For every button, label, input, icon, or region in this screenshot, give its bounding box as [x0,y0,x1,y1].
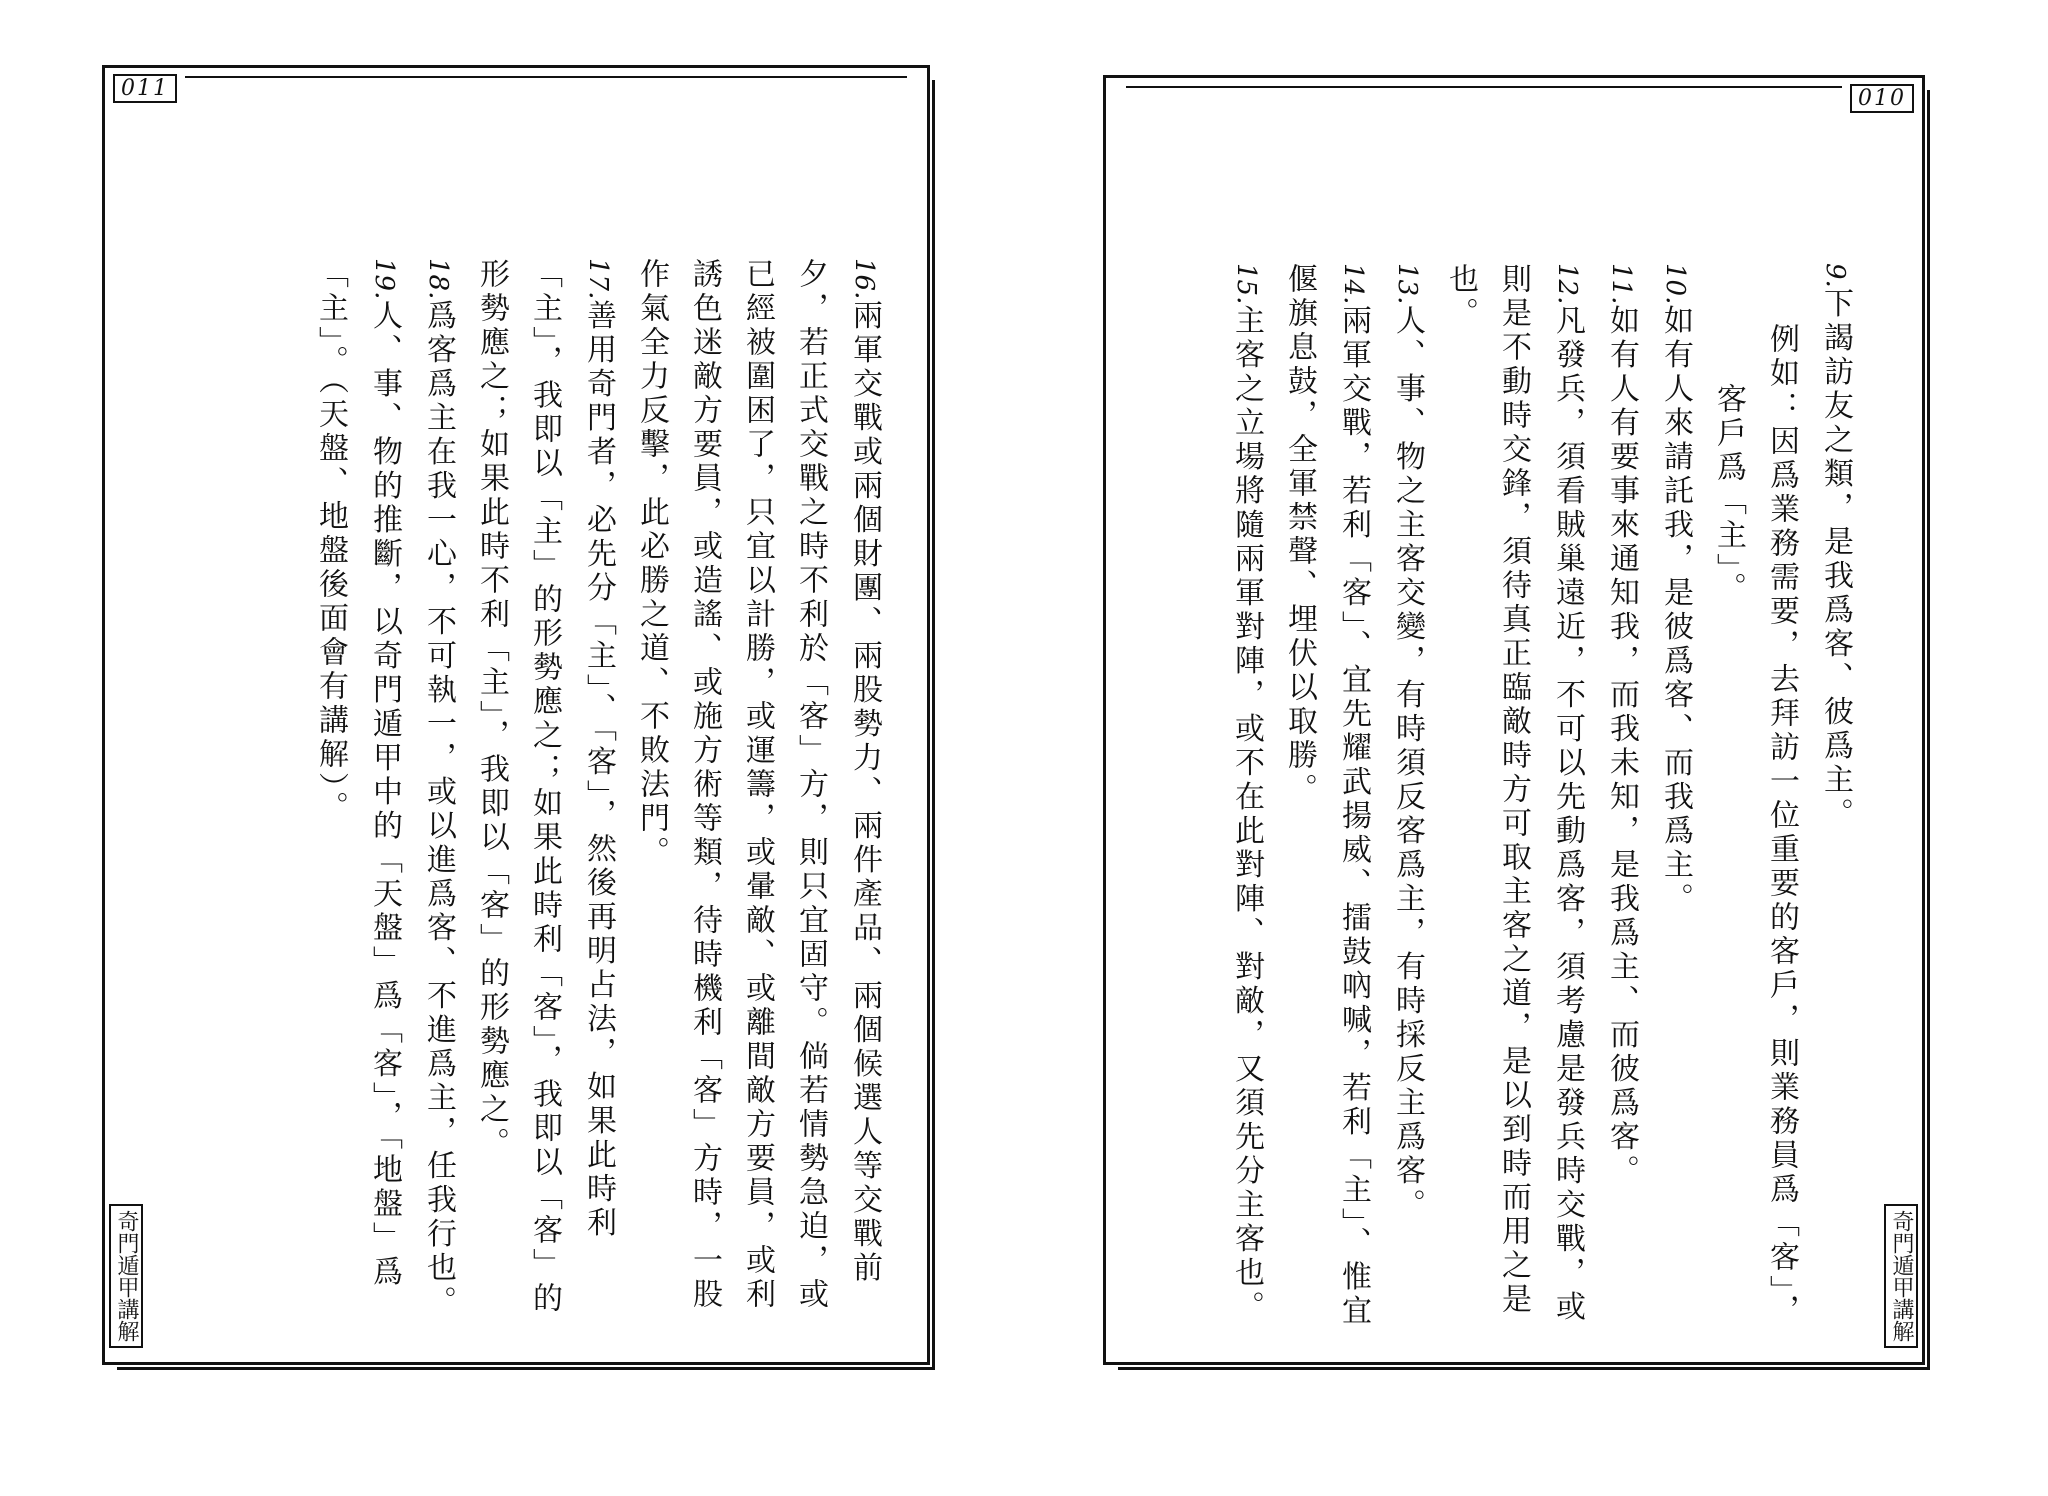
item-13 [1380,263,1434,1343]
item-text: 兩軍交戰，若利「客」、宜先耀武揚威、擂鼓吶喊，若利「主」、惟宜偃旗息鼓，全軍禁聲、埋伏以取勝。 [1282,263,1371,1329]
item-text: 主客之立場將隨兩軍對陣，或不在此對陣、對敵，又須先分主客也。 [1229,304,1264,1325]
item-text: 善用奇門者，必先分「主」、「客」，然後再明占法，如果此時利「主」，我即以「主」的形勢應之；如果此時利「客」，我即以「客」的形勢應之；如果此時不利「主」，我即以「客」的形勢應之。 [474,258,616,1316]
item-17 [465,258,625,1338]
item-text: 如有人來請託我，是彼爲客、而我爲主。 [1658,304,1693,917]
item-number: 19. [369,258,399,300]
top-rule [1126,86,1842,88]
item-number: 17. [583,258,613,300]
item-text: 人、事、物的推斷，以奇門遁甲中的「天盤」爲「客」，「地盤」爲「主」。（天盤、地盤後面會有講解）。 [313,258,402,1290]
page-number: 011 [113,74,177,103]
item-number: 14. [1338,263,1368,305]
right-page [1103,75,1925,1365]
item-number: 12. [1552,263,1582,305]
top-rule [185,76,907,78]
book-title-tab: 奇門遁甲講解 [109,1204,143,1348]
item-number: 18. [423,258,453,300]
item-number: 15. [1231,263,1261,305]
item-text: 下謁訪友之類，是我爲客、彼爲主。 [1818,287,1853,832]
left-text-column [151,258,891,1338]
item-11 [1594,263,1648,1343]
page-number: 010 [1850,84,1914,113]
item-15 [1219,263,1273,1343]
book-title-tab: 奇門遁甲講解 [1884,1204,1918,1348]
item-12 [1434,263,1594,1343]
left-page [102,65,930,1365]
item-number: 11. [1606,263,1636,305]
item-number: 16. [849,258,879,300]
item-10 [1648,263,1702,1343]
item-text: 如有人有要事來通知我，而我未知，是我爲主、而彼爲客。 [1604,304,1639,1189]
item-14 [1273,263,1380,1343]
item-number: 9. [1820,263,1850,288]
item-18 [411,258,465,1338]
item-text: 人、事、物之主客交變，有時須反客爲主，有時採反主爲客。 [1390,304,1425,1223]
item-number: 13. [1392,263,1422,305]
item-19 [304,258,411,1338]
item-text: 兩軍交戰或兩個財團、兩股勢力、兩件產品、兩個候選人等交戰前夕，若正式交戰之時不利於「客」方，則只宜固守。倘若情勢急迫，或已經被圍困了，只宜以計勝，或運籌，或暈敵、或離間敵方要員，或利誘色迷敵方要員，或造謠、或施方術等類，待時機利「客」方時，一股作氣全力反擊，此必勝之道、不敗法門。 [634,258,882,1312]
item-16 [625,258,891,1338]
item-text: 爲客爲主在我一心，不可執一，或以進爲客、不進爲主，任我行也。 [421,299,456,1320]
item-9-example: 例如：因爲業務需要，去拜訪一位重要的客戶，則業務員爲「客」， [1764,323,1799,1328]
right-text-column [1142,263,1862,1343]
item-9 [1808,263,1862,1343]
item-9-example-cont: 客戶爲「主」。 [1711,383,1746,606]
item-text: 凡發兵，須看賊巢遠近，不可以先動爲客，須考慮是發兵時交戰，或則是不動時交鋒，須待真正臨敵時方可取主客之道，是以到時而用之是也。 [1443,263,1585,1325]
item-number: 10. [1660,263,1690,305]
